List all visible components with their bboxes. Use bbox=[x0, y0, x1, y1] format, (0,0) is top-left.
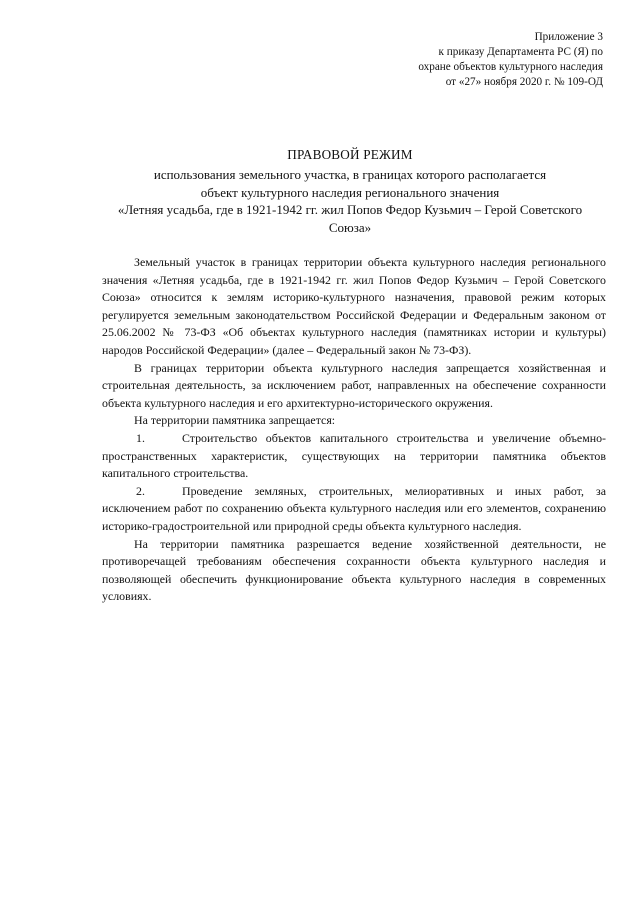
paragraph-permitted-activity: На территории памятника разрешается ведение хозяйственной деятельности, не противоречащей требованиям обеспечения сохранности объекта культурного наследия и позволяющей обеспечить функционирование объекта культурного наследия в современных условиях. bbox=[102, 536, 606, 604]
paragraph-land-plot: Земельный участок в границах территории объекта культурного наследия регионального значения «Летняя усадьба, где в 1921-1942 гг. жил Попов Федор Кузьмич – Герой Советского Союза» относится к землям историко-культурного назначения, правовой режим которых регулируется земельным законодательством Российской Федерации и Федеральным законом от 25.06.2002 № 73-ФЗ «Об объектах культурного наследия (памятниках истории и культуры) народов Российской Федерации» (далее – Федеральный закон № 73-ФЗ). bbox=[102, 255, 606, 357]
document-body bbox=[102, 254, 606, 606]
paragraph-prohibitions-intro: На территории памятника запрещается: bbox=[134, 413, 336, 428]
appendix-line-3: охране объектов культурного наследия bbox=[418, 61, 603, 73]
list-item-2-number: 2. bbox=[136, 483, 145, 498]
list-item-2-text: Проведение земляных, строительных, мелиоративных и иных работ, за исключением работ по сохранению объекта культурного наследия или его элементов, сохранению историко-градостроительной или природной среды объекта культурного наследия. bbox=[102, 483, 606, 533]
list-item-1 bbox=[102, 430, 606, 483]
title-line-1: использования земельного участка, в границах которого располагается bbox=[153, 167, 547, 182]
title-line-3: «Летняя усадьба, где в 1921-1942 гг. жил Попов Федор Кузьмич – Герой Советского bbox=[117, 202, 583, 217]
appendix-header bbox=[343, 30, 603, 90]
list-item-1-number: 1. bbox=[136, 430, 145, 445]
document-title bbox=[100, 145, 600, 236]
title-line-2: объект культурного наследия регионального значения bbox=[200, 184, 500, 200]
appendix-line-1: Приложение 3 bbox=[534, 31, 603, 43]
title-heading: ПРАВОВОЙ РЕЖИМ bbox=[287, 147, 413, 162]
title-line-4: Союза» bbox=[328, 219, 372, 235]
list-item-1-text: Строительство объектов капитального строительства и увеличение объемно-пространственных характеристик, существующих на территории памятника объектов капитального строительства. bbox=[102, 430, 606, 481]
appendix-line-4: от «27» ноября 2020 г. № 109-ОД bbox=[445, 76, 603, 88]
paragraph-prohibited-activity: В границах территории объекта культурного наследия запрещается хозяйственная и строительная деятельность, за исключением работ, направленных на обеспечение сохранности объекта культурного наследия и его архитектурно-исторического окружения. bbox=[102, 360, 606, 410]
list-item-2 bbox=[102, 483, 606, 536]
appendix-line-2: к приказу Департамента РС (Я) по bbox=[438, 46, 603, 58]
